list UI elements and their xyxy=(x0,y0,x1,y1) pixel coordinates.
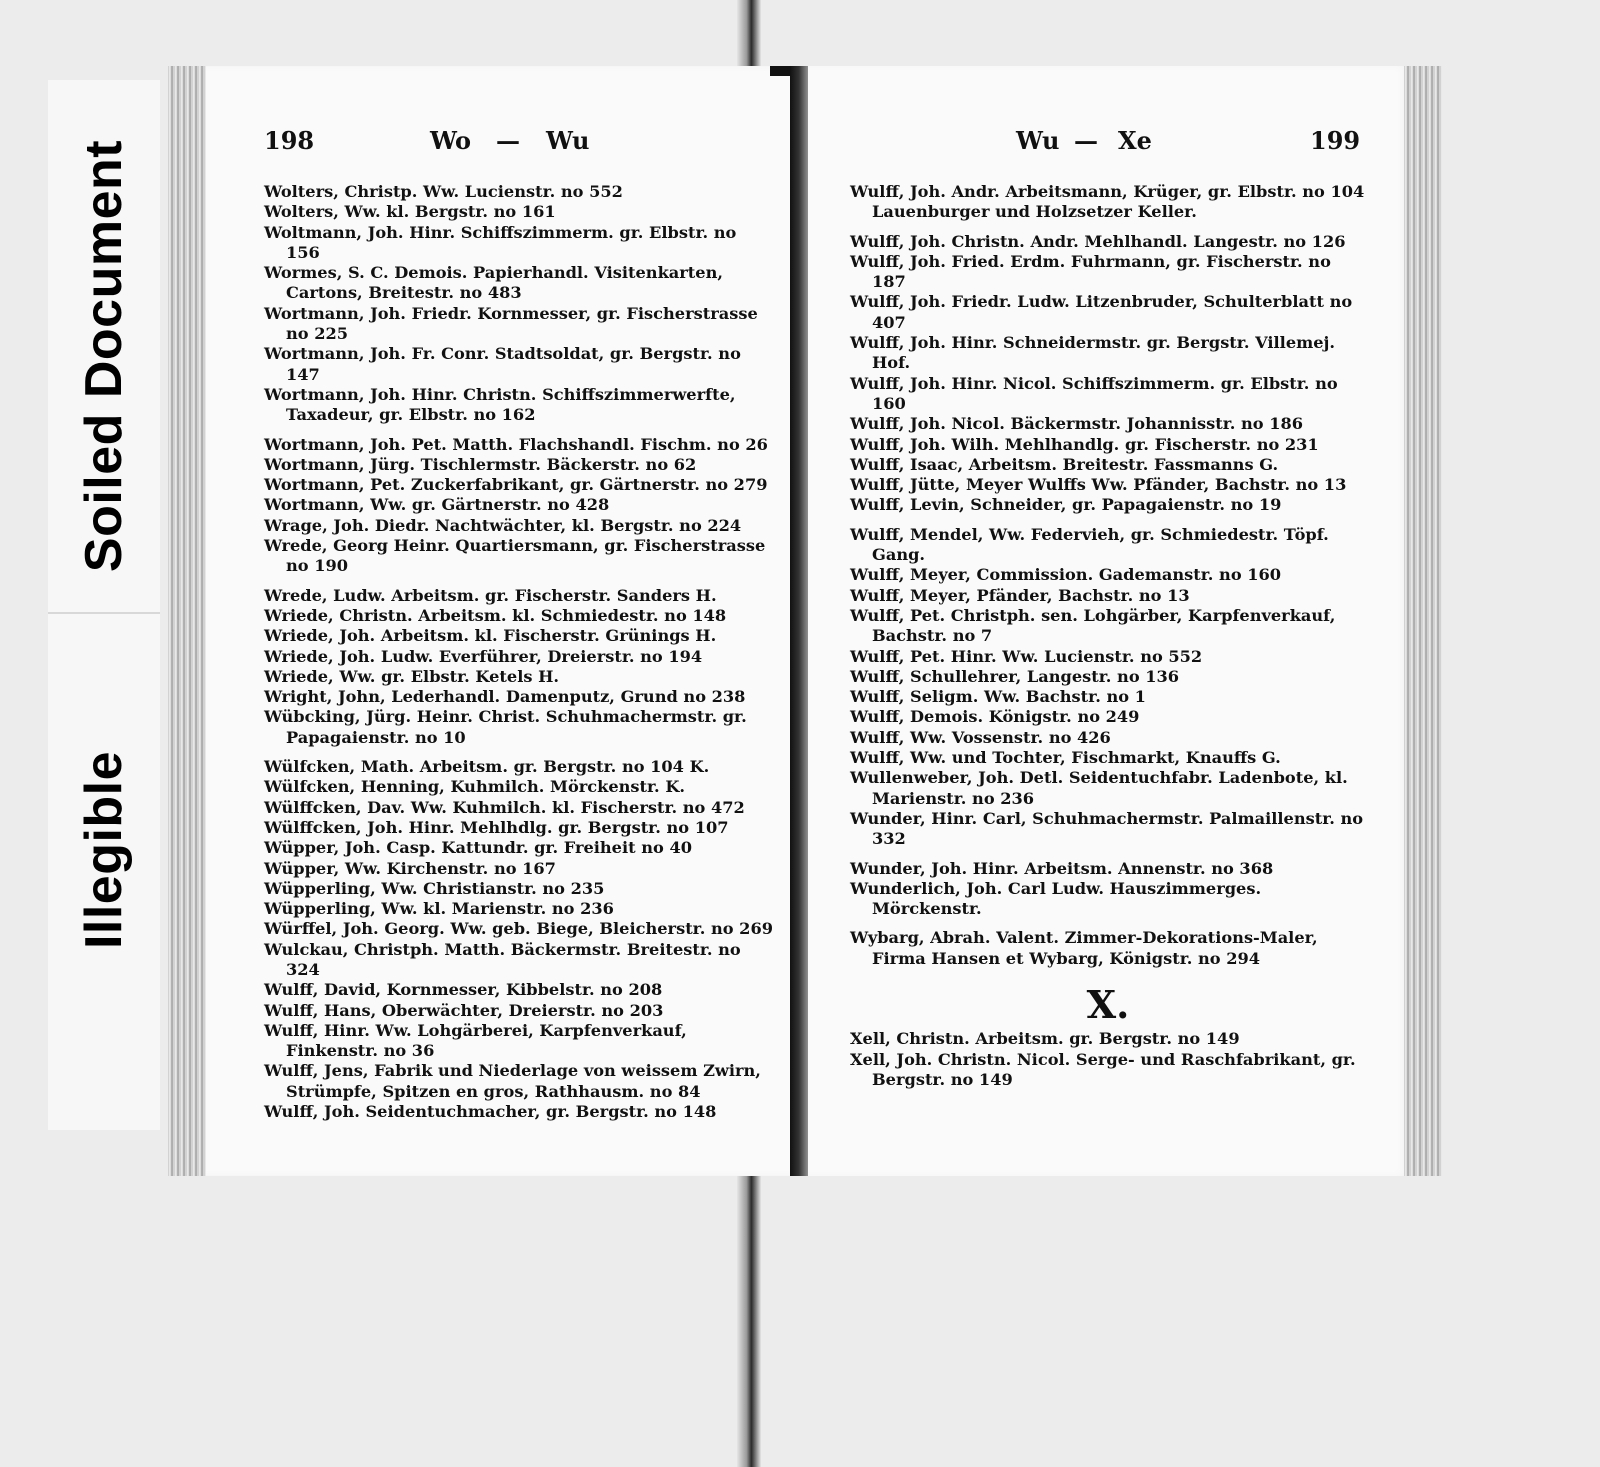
soiled-document-label: Soiled Document xyxy=(75,139,133,573)
directory-entry: Wortmann, Joh. Pet. Matth. Flachshandl. Fischm. no 26 xyxy=(264,434,768,454)
left-page-number: 198 xyxy=(264,126,315,155)
directory-entry: Wortmann, Joh. Fr. Conr. Stadtsoldat, gr. Bergstr. no 147 xyxy=(264,344,741,384)
right-page xyxy=(808,66,1442,1176)
directory-entry: Wortmann, Jürg. Tischlermstr. Bäckerstr. no 62 xyxy=(264,454,697,474)
label-divider xyxy=(48,612,160,614)
directory-entry: Wulff, Seligm. Ww. Bachstr. no 1 xyxy=(850,687,1146,707)
directory-entry: Wriede, Christn. Arbeitsm. kl. Schmiedestr. no 148 xyxy=(264,605,727,625)
directory-entry: Wülffcken, Joh. Hinr. Mehlhdlg. gr. Bergstr. no 107 xyxy=(264,817,729,837)
left-header-from: Wo xyxy=(430,126,472,155)
directory-entry: Wortmann, Joh. Hinr. Christn. Schiffszimmerwerfte, Taxadeur, gr. Elbstr. no 162 xyxy=(264,384,736,425)
directory-entry: Wriede, Ww. gr. Elbstr. Ketels H. xyxy=(264,666,560,686)
directory-entry: Wulff, Jens, Fabrik und Niederlage von weissem Zwirn, Strümpfe, Spitzen en gros, Rathhausm. no 84 xyxy=(264,1061,761,1101)
right-entry-list xyxy=(850,182,1366,1090)
directory-entry: Wriede, Joh. Ludw. Everführer, Dreierstr. no 194 xyxy=(264,646,703,666)
directory-entry: Wunder, Hinr. Carl, Schuhmachermstr. Palmaillenstr. no 332 xyxy=(850,808,1364,849)
directory-entry: Wulff, Joh. Nicol. Bäckermstr. Johannisstr. no 186 xyxy=(850,414,1304,434)
directory-entry: Wulff, Hans, Oberwächter, Dreierstr. no 203 xyxy=(264,1000,664,1020)
directory-entry: Wulff, Joh. Andr. Arbeitsmann, Krüger, gr. Elbstr. no 104 Lauenburger und Holzsetzer Keller. xyxy=(850,182,1365,222)
directory-entry: Wübcking, Jürg. Heinr. Christ. Schuhmachermstr. gr. Papagaienstr. no 10 xyxy=(264,707,747,747)
directory-entry: Wulff, David, Kornmesser, Kibbelstr. no 208 xyxy=(264,980,663,1000)
directory-entry: Wulckau, Christph. Matth. Bäckermstr. Breitestr. no 324 xyxy=(264,939,741,979)
directory-entry: Wulff, Isaac, Arbeitsm. Breitestr. Fassmanns G. xyxy=(850,454,1279,474)
directory-entry: Xell, Christn. Arbeitsm. gr. Bergstr. no 149 xyxy=(850,1029,1240,1049)
directory-entry: Wulff, Meyer, Pfänder, Bachstr. no 13 xyxy=(850,585,1190,605)
directory-entry: Wulff, Meyer, Commission. Gademanstr. no 160 xyxy=(850,565,1282,585)
directory-entry: Wülffcken, Dav. Ww. Kuhmilch. kl. Fischerstr. no 472 xyxy=(264,797,745,817)
directory-entry: Wybarg, Abrah. Valent. Zimmer-Dekorations-Maler, Firma Hansen et Wybarg, Königstr. no 294 xyxy=(850,928,1318,968)
directory-entry: Wulff, Joh. Wilh. Mehlhandlg. gr. Fischerstr. no 231 xyxy=(850,434,1319,454)
section-letter-heading: X. xyxy=(1086,981,1130,1027)
directory-entry: Wulff, Jütte, Meyer Wulffs Ww. Pfänder, Bachstr. no 13 xyxy=(850,475,1347,495)
directory-entry: Wriede, Joh. Arbeitsm. kl. Fischerstr. Grünings H. xyxy=(264,626,717,646)
directory-entry: Wulff, Joh. Fried. Erdm. Fuhrmann, gr. Fischerstr. no 187 xyxy=(850,251,1331,292)
left-page-edge xyxy=(168,66,206,1176)
directory-entry: Wulff, Levin, Schneider, gr. Papagaienstr. no 19 xyxy=(850,495,1282,515)
directory-entry: Wolters, Christp. Ww. Lucienstr. no 552 xyxy=(264,182,623,201)
directory-entry: Wüpper, Ww. Kirchenstr. no 167 xyxy=(264,858,556,878)
directory-entry: Wrage, Joh. Diedr. Nachtwächter, kl. Bergstr. no 224 xyxy=(264,515,742,535)
directory-entry: Würffel, Joh. Georg. Ww. geb. Biege, Bleicherstr. no 269 xyxy=(264,919,773,939)
directory-entry: Wullenweber, Joh. Detl. Seidentuchfabr. Ladenbote, kl. Marienstr. no 236 xyxy=(850,768,1348,808)
left-header-to: Wu xyxy=(546,126,590,155)
right-header-dash: — xyxy=(1074,126,1098,155)
left-page xyxy=(168,66,796,1176)
directory-entry: Wrede, Ludw. Arbeitsm. gr. Fischerstr. Sanders H. xyxy=(264,585,717,605)
directory-entry: Wulff, Pet. Hinr. Ww. Lucienstr. no 552 xyxy=(850,646,1203,666)
directory-entry: Wüpperling, Ww. Christianstr. no 235 xyxy=(264,878,605,898)
directory-entry: Wulff, Joh. Hinr. Nicol. Schiffszimmerm. gr. Elbstr. no 160 xyxy=(850,373,1338,413)
left-entry-list xyxy=(264,182,774,1122)
directory-entry: Wulff, Pet. Christph. sen. Lohgärber, Karpfenverkauf, Bachstr. no 7 xyxy=(850,605,1336,646)
directory-entry: Wright, John, Lederhandl. Damenputz, Grund no 238 xyxy=(264,687,746,707)
directory-entry: Wunder, Joh. Hinr. Arbeitsm. Annenstr. no 368 xyxy=(850,858,1274,878)
directory-entry: Wulff, Schullehrer, Langestr. no 136 xyxy=(850,666,1180,686)
right-header-from: Wu xyxy=(1016,126,1060,155)
directory-entry: Xell, Joh. Christn. Nicol. Serge- und Raschfabrikant, gr. Bergstr. no 149 xyxy=(850,1049,1356,1089)
directory-entry: Wüpperling, Ww. kl. Marienstr. no 236 xyxy=(264,899,614,919)
directory-entry: Wortmann, Pet. Zuckerfabrikant, gr. Gärtnerstr. no 279 xyxy=(264,475,768,495)
left-header-dash: — xyxy=(496,126,520,155)
directory-entry: Wulff, Joh. Friedr. Ludw. Litzenbruder, Schulterblatt no 407 xyxy=(850,292,1353,332)
right-header-to: Xe xyxy=(1118,126,1152,155)
directory-entry: Woltmann, Joh. Hinr. Schiffszimmerm. gr. Elbstr. no 156 xyxy=(264,222,737,262)
directory-entry: Wülfcken, Henning, Kuhmilch. Mörckenstr. K. xyxy=(264,777,686,797)
directory-entry: Wulff, Joh. Hinr. Schneidermstr. gr. Bergstr. Villemej. Hof. xyxy=(850,333,1336,373)
archive-label-strip xyxy=(48,80,160,1130)
directory-entry: Wulff, Demois. Königstr. no 249 xyxy=(850,707,1140,727)
right-page-number: 199 xyxy=(1310,126,1361,155)
directory-entry: Wulff, Ww. Vossenstr. no 426 xyxy=(850,727,1111,747)
illegible-label: Illegible xyxy=(75,750,133,950)
right-page-edge xyxy=(1404,66,1442,1176)
directory-entry: Wrede, Georg Heinr. Quartiersmann, gr. Fischerstrasse no 190 xyxy=(264,536,766,576)
directory-entry: Wüpper, Joh. Casp. Kattundr. gr. Freiheit no 40 xyxy=(264,838,692,858)
directory-entry: Wülfcken, Math. Arbeitsm. gr. Bergstr. no 104 K. xyxy=(264,757,710,777)
directory-entry: Wortmann, Joh. Friedr. Kornmesser, gr. Fischerstrasse no 225 xyxy=(264,303,758,344)
directory-entry: Wulff, Mendel, Ww. Federvieh, gr. Schmiedestr. Töpf. Gang. xyxy=(850,524,1329,565)
directory-entry: Wulff, Joh. Seidentuchmacher, gr. Bergstr. no 148 xyxy=(264,1102,717,1122)
directory-entry: Wormes, S. C. Demois. Papierhandl. Visitenkarten, Cartons, Breitestr. no 483 xyxy=(264,263,723,303)
directory-entry: Wolters, Ww. kl. Bergstr. no 161 xyxy=(264,202,556,222)
directory-entry: Wortmann, Ww. gr. Gärtnerstr. no 428 xyxy=(264,495,610,515)
directory-entry: Wulff, Ww. und Tochter, Fischmarkt, Knauffs G. xyxy=(850,748,1281,768)
directory-entry: Wulff, Hinr. Ww. Lohgärberei, Karpfenverkauf, Finkenstr. no 36 xyxy=(264,1020,687,1061)
directory-entry: Wulff, Joh. Christn. Andr. Mehlhandl. Langestr. no 126 xyxy=(850,231,1346,251)
directory-entry: Wunderlich, Joh. Carl Ludw. Hauszimmerges. Mörckenstr. xyxy=(850,878,1262,919)
